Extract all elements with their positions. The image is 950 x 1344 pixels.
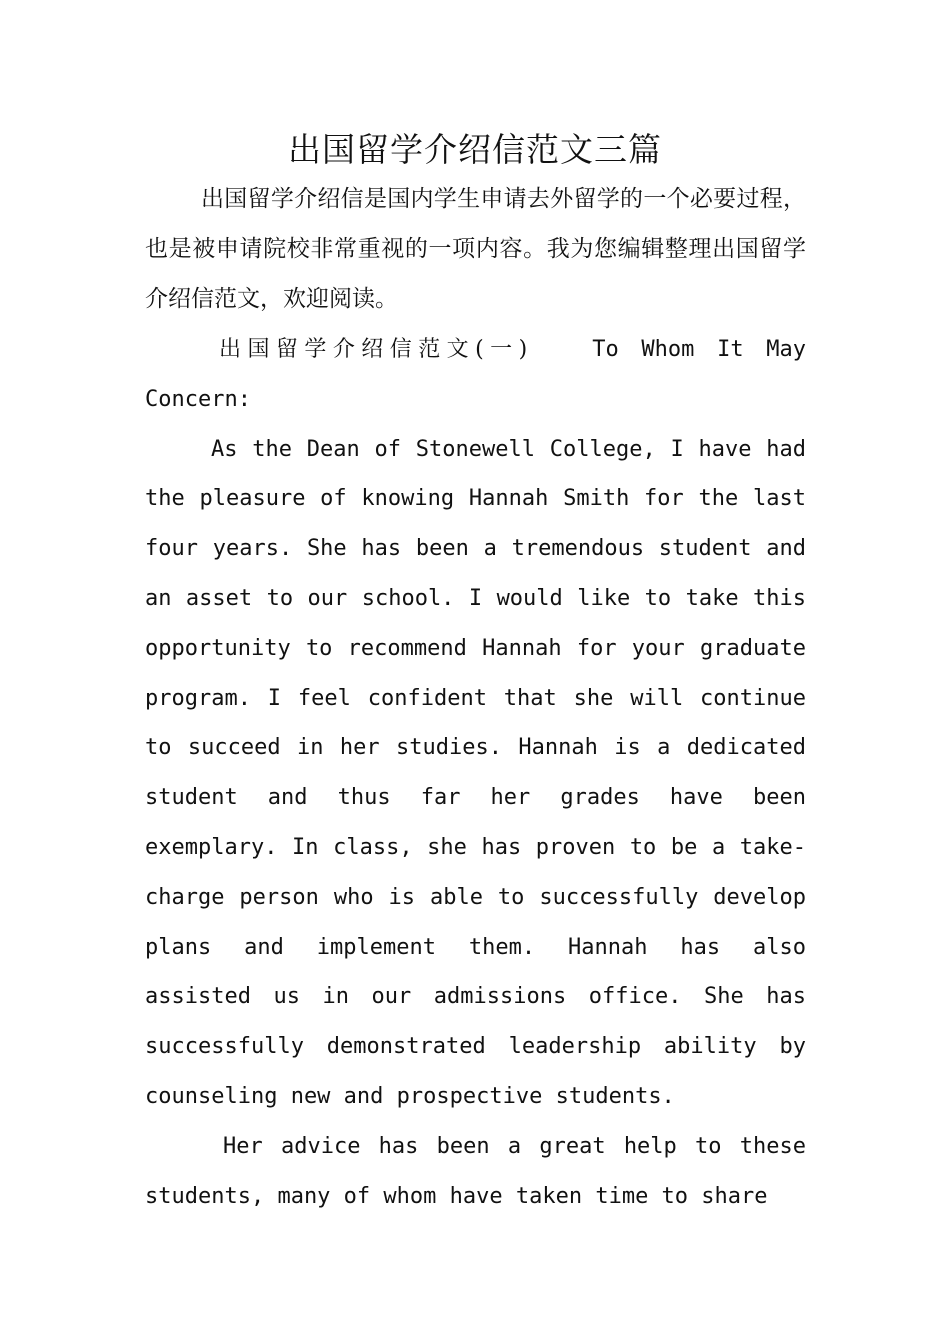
letter-paragraph: Her advice has been a great help to these students, many of whom have taken time to share [145,1133,806,1209]
salutation: To Whom It May Concern: [145,337,807,412]
intro-paragraph: 出国留学介绍信是国内学生申请去外留学的一个必要过程，也是被申请院校非常重视的一项内容。我为您编辑整理出国留学介绍信范文，欢迎阅读。 [145,186,806,312]
document-body [145,174,806,1221]
document-title: 出国留学介绍信范文三篇 [288,130,662,169]
sample-heading: 出国留学介绍信范文(一) [219,337,533,362]
letter-paragraph: As the Dean of Stonewell College, I have had the pleasure of knowing Hannah Smith for the last four years. She has been a tremendous student and an asset to our school. I would like to take this opportunity to recommend Hannah for your graduate program. I feel confident that she will continue to succeed in her studies. Hannah is a dedicated student and thus far her grades have been exemplary. In class, she has proven to be a take-charge person who is able to successfully develop plans and implement them. Hannah has also assisted us in our admissions office. She has successfully demonstrated leadership ability by counseling new and prospective students. [145,436,806,1109]
sample-heading-line [145,325,806,425]
